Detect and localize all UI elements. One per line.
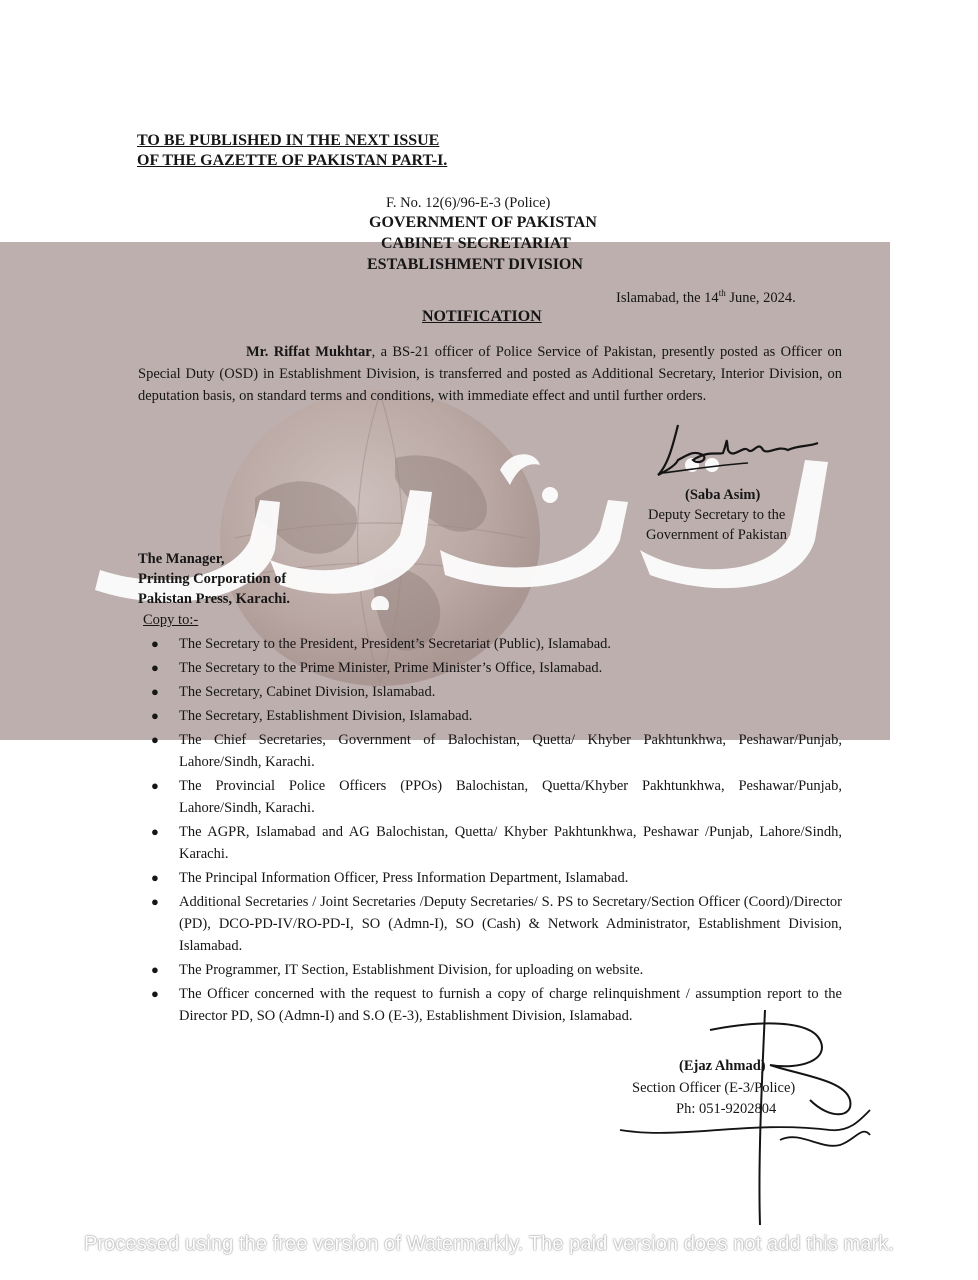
list-item: ● The Principal Information Officer, Press Information Department, Islamabad. xyxy=(138,867,842,889)
signature-saba-asim xyxy=(648,415,848,495)
addressee-line3: Pakistan Press, Karachi. xyxy=(138,591,290,607)
signatory1-name: (Saba Asim) xyxy=(685,487,761,503)
signatory2-title: Section Officer (E-3/Police) xyxy=(632,1080,796,1096)
gazette-header-line1: TO BE PUBLISHED IN THE NEXT ISSUE xyxy=(137,132,440,149)
list-item: ● The Officer concerned with the request to furnish a copy of charge relinquishment / assumption report to the Director PD, SO (Admn-I) and S.O (E-3), Establishment Division, Islamabad. xyxy=(138,983,842,1027)
bullet-icon: ● xyxy=(151,684,159,699)
addressee-line1: The Manager, xyxy=(138,551,225,567)
secretariat-heading: CABINET SECRETARIAT xyxy=(381,235,571,252)
place-and-date: Islamabad, the 14th June, 2024. xyxy=(616,288,796,306)
list-item: ● The Secretary to the President, President’s Secretariat (Public), Islamabad. xyxy=(138,633,842,655)
signatory2-name: (Ejaz Ahmad) xyxy=(679,1058,766,1074)
signatory1-title-line2: Government of Pakistan xyxy=(646,527,787,543)
list-item: ● The Secretary to the Prime Minister, Prime Minister’s Office, Islamabad. xyxy=(138,657,842,679)
copy-to-label: Copy to:- xyxy=(143,612,199,628)
government-heading: GOVERNMENT OF PAKISTAN xyxy=(369,214,597,231)
bullet-icon: ● xyxy=(151,778,159,793)
list-item: ● The AGPR, Islamabad and AG Balochistan, Quetta/ Khyber Pakhtunkhwa, Peshawar /Punjab, Lahore/Sindh, Karachi. xyxy=(138,821,842,865)
bullet-icon: ● xyxy=(151,636,159,651)
bullet-icon: ● xyxy=(151,824,159,839)
watermarkly-notice: Processed using the free version of Watermarkly. The paid version does not add this mark. xyxy=(83,1233,895,1255)
bullet-icon: ● xyxy=(151,986,159,1001)
copy-to-list xyxy=(138,633,842,1029)
signature-ejaz-ahmad xyxy=(600,1000,880,1230)
addressee-line2: Printing Corporation of xyxy=(138,571,287,587)
bullet-icon: ● xyxy=(151,732,159,747)
gazette-header-line2: OF THE GAZETTE OF PAKISTAN PART-I. xyxy=(137,152,448,169)
signatory2-phone: Ph: 051-9202804 xyxy=(676,1101,777,1117)
officer-name: Mr. Riffat Mukhtar xyxy=(246,344,372,360)
list-item: ● The Chief Secretaries, Government of Balochistan, Quetta/ Khyber Pakhtunkhwa, Peshawar/Punjab, Lahore/Sindh, Karachi. xyxy=(138,729,842,773)
bullet-icon: ● xyxy=(151,962,159,977)
bullet-icon: ● xyxy=(151,870,159,885)
notification-body xyxy=(138,341,842,407)
division-heading: ESTABLISHMENT DIVISION xyxy=(367,256,583,273)
list-item: ● The Secretary, Establishment Division, Islamabad. xyxy=(138,705,842,727)
bullet-icon: ● xyxy=(151,894,159,909)
list-item: ● The Provincial Police Officers (PPOs) Balochistan, Quetta/Khyber Pakhtunkhwa, Peshawar/Punjab, Lahore/Sindh, Karachi. xyxy=(138,775,842,819)
list-item: ● The Secretary, Cabinet Division, Islamabad. xyxy=(138,681,842,703)
notification-title: NOTIFICATION xyxy=(422,308,542,325)
list-item: ● The Programmer, IT Section, Establishment Division, for uploading on website. xyxy=(138,959,842,981)
file-number: F. No. 12(6)/96-E-3 (Police) xyxy=(386,195,551,211)
bullet-icon: ● xyxy=(151,708,159,723)
signatory1-title-line1: Deputy Secretary to the xyxy=(648,507,786,523)
notification-text: , a BS-21 officer of Police Service of Pakistan, presently posted as Officer on Special Duty (OSD) in Establishment Division, is transferred and posted as Additional Secretary, Interior Division, on deputation basis, on standard terms and conditions, with immediate effect and until further orders. xyxy=(138,344,843,404)
bullet-icon: ● xyxy=(151,660,159,675)
list-item: ● Additional Secretaries / Joint Secretaries /Deputy Secretaries/ S. PS to Secretary/Section Officer (Coord)/Director (PD), DCO-PD-IV/RO-PD-I, SO (Admn-I), SO (Cash) & Network Administrator, Establishment Division, Islamabad. xyxy=(138,891,842,957)
